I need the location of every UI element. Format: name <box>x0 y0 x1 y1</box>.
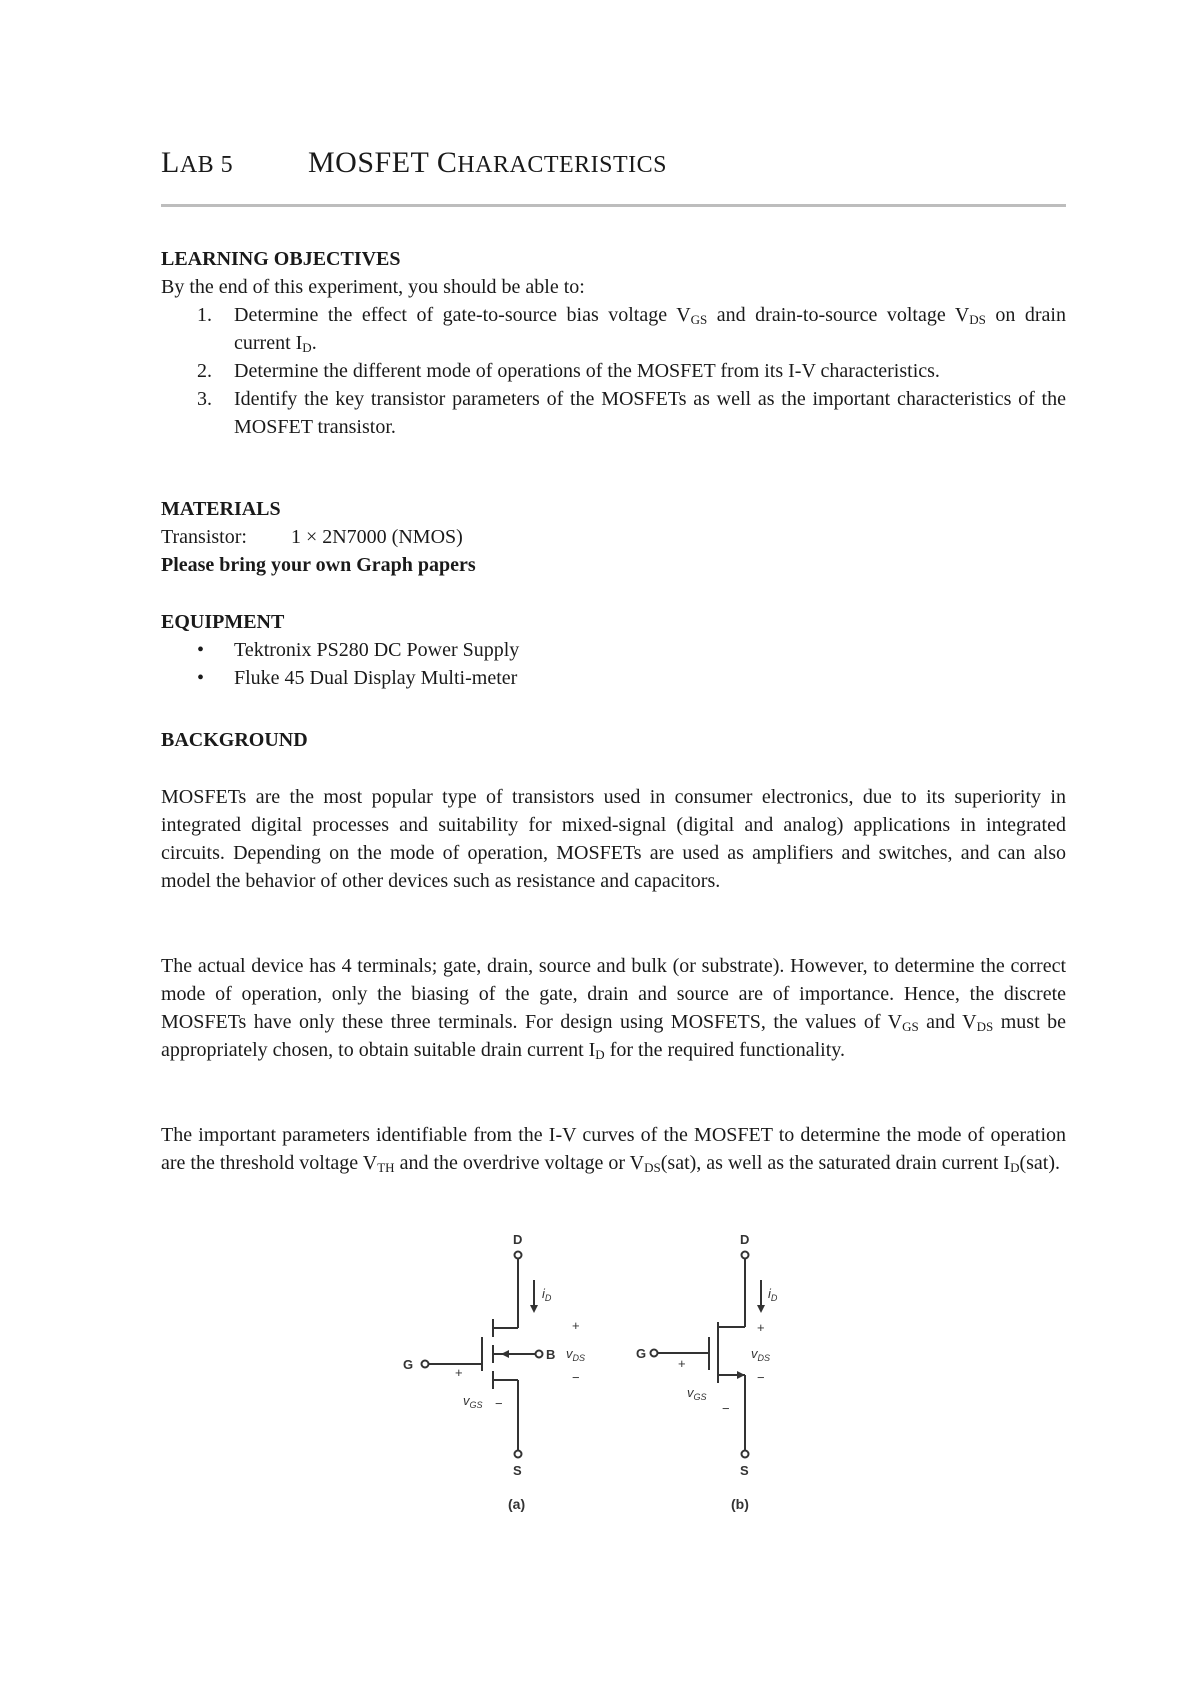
equipment-list <box>161 636 1066 692</box>
lab-title-row <box>161 146 1066 190</box>
materials-note: Please bring your own Graph papers <box>161 554 476 576</box>
vds-label-a: $v_{DS}$ <box>566 1346 586 1363</box>
equipment-item: • Tektronix PS280 DC Power Supply <box>197 639 520 661</box>
vgs-label-b: $v_{GS}$ <box>687 1385 707 1402</box>
bulk-label-a: B <box>546 1347 556 1362</box>
vds-plus-a: + <box>572 1318 580 1333</box>
materials-section <box>161 495 1066 579</box>
mosfet-symbol-a <box>422 1252 543 1458</box>
caption-a: (a) <box>508 1496 526 1512</box>
equipment-item: • Fluke 45 Dual Display Multi-meter <box>197 667 518 689</box>
caption-b: (b) <box>731 1496 749 1512</box>
title-divider <box>161 204 1066 207</box>
mosfet-symbol-b <box>651 1252 762 1458</box>
current-label-b: $i_D$ <box>768 1286 778 1303</box>
drain-label-a: D <box>513 1232 523 1247</box>
objective-item: 3. Identify the key transistor parameters of the MOSFETs as well as the important characteristics of the MOSFET transistor. <box>197 388 1066 438</box>
background-paragraph-1: MOSFETs are the most popular type of transistors used in consumer electronics, due to its superiority in integrated digital processes and suitability for mixed-signal (digital and analog) applications in integrated circuits. Depending on the mode of operation, MOSFETs are used as amplifiers and switches, and can also model the behavior of other devices such as resistance and capacitors. <box>161 786 1066 892</box>
drain-label-b: D <box>740 1232 750 1247</box>
materials-line: Transistor: 1 × 2N7000 (NMOS) <box>161 526 463 548</box>
equipment-heading: EQUIPMENT <box>161 611 285 633</box>
source-arrow-b <box>737 1371 745 1379</box>
materials-heading: MATERIALS <box>161 498 281 520</box>
gate-label-a: G <box>403 1357 414 1372</box>
bulk-arrow-a <box>501 1350 509 1358</box>
vgs-minus-b: − <box>722 1401 730 1416</box>
current-arrow-a <box>530 1305 538 1313</box>
objective-item: 2. Determine the different mode of operations of the MOSFET from its I-V characteristics. <box>197 360 940 382</box>
mosfet-symbols-figure <box>385 1225 845 1525</box>
lab-number: LAB 5 <box>161 146 234 179</box>
gate-label-b: G <box>636 1346 647 1361</box>
lab-title: MOSFET CHARACTERISTICS <box>308 146 668 179</box>
vds-label-b: $v_{DS}$ <box>751 1346 771 1363</box>
background-heading: BACKGROUND <box>161 729 308 751</box>
learning-objectives-intro: By the end of this experiment, you should be able to: <box>161 276 585 298</box>
learning-objectives-heading: LEARNING OBJECTIVES <box>161 248 401 270</box>
objective-item: 1. Determine the effect of gate-to-source bias voltage $V_{GS}$ and drain-to-source voltage $V_{DS}$ on drain current $I_D$. <box>197 304 1066 355</box>
source-label-b: S <box>740 1463 749 1478</box>
background-paragraph-3: The important parameters identifiable from the I-V curves of the MOSFET to determine the mode of operation are the threshold voltage $V_{TH}$ and the overdrive voltage or $V_{DS}(sat)$, as well as the saturated drain current $I_D(sat)$. <box>161 1124 1066 1175</box>
source-label-a: S <box>513 1463 522 1478</box>
current-label-a: $i_D$ <box>542 1286 552 1303</box>
vgs-minus-a: − <box>495 1396 503 1411</box>
vds-plus-b: + <box>757 1320 765 1335</box>
current-arrow-b <box>757 1305 765 1313</box>
vds-minus-b: − <box>757 1370 765 1385</box>
background-paragraph-2: The actual device has 4 terminals; gate, drain, source and bulk (or substrate). However, to determine the correct mode of operation, only the biasing of the gate, drain and source are of importance. Hence, the discrete MOSFETs have only these three terminals. For design using MOSFETS, the values of $V_{GS}$ and $V_{DS}$ must be appropriately chosen, to obtain suitable drain current $I_D$ for the required functionality. <box>161 955 1066 1062</box>
background-section <box>161 726 1066 754</box>
learning-objectives-section <box>161 245 1066 441</box>
vgs-label-a: $v_{GS}$ <box>463 1393 483 1410</box>
objectives-list <box>161 301 1066 441</box>
equipment-section <box>161 608 1066 692</box>
mosfet-circuit-diagram <box>385 1225 845 1525</box>
vgs-plus-b: + <box>678 1356 686 1371</box>
vgs-plus-a: + <box>455 1365 463 1380</box>
vds-minus-a: − <box>572 1370 580 1385</box>
